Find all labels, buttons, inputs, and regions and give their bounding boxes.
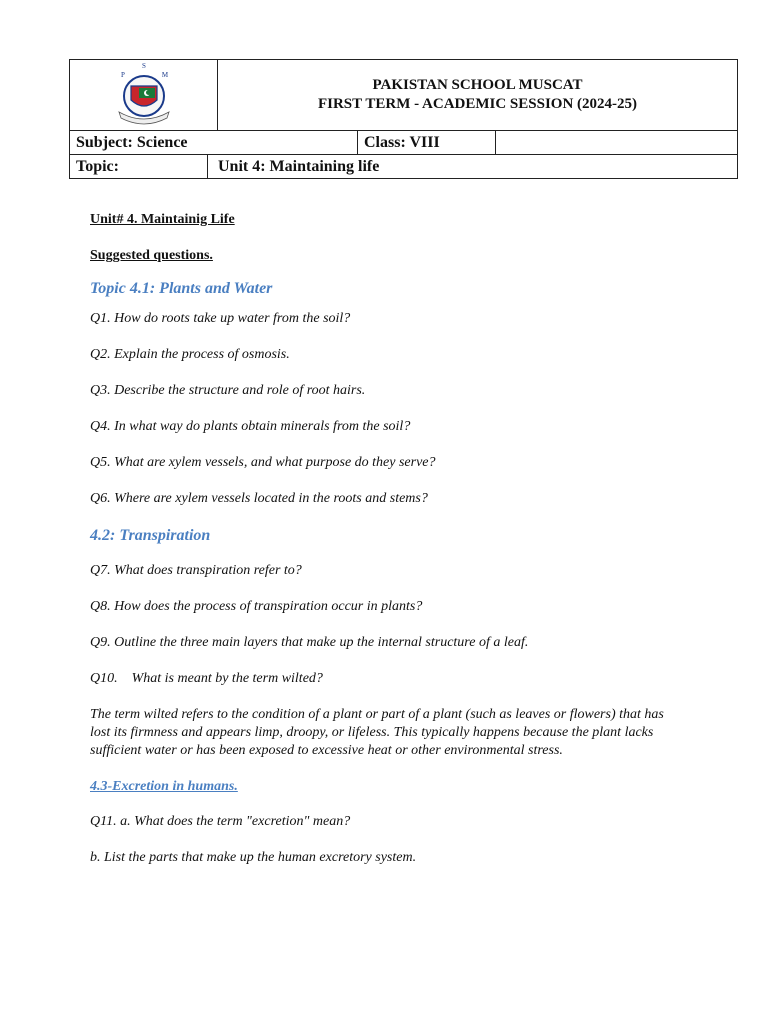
section-title: 4.2: Transpiration <box>90 527 211 544</box>
topic-value-cell: Unit 4: Maintaining life <box>208 155 738 179</box>
school-name: PAKISTAN SCHOOL MUSCAT <box>372 77 583 93</box>
question: b. List the parts that make up the human excretory system. <box>90 850 417 865</box>
class-cell: Class: VIII <box>358 131 496 155</box>
questions-content <box>90 212 680 867</box>
question: Q9. Outline the three main layers that make up the internal structure of a leaf. <box>90 635 529 650</box>
svg-text:M: M <box>161 71 168 79</box>
svg-text:S: S <box>141 62 146 70</box>
empty-cell <box>496 131 738 155</box>
question: Q10. What is meant by the term wilted? <box>90 671 323 686</box>
answer-paragraph: The term wilted refers to the condition of a plant or part of a plant (such as leaves or flowers) that has lost its firmness and appears limp, droopy, or lifeless. This typically happens because the plant lacks sufficient water or has been exposed to excessive heat or other environmental stress. <box>90 707 664 758</box>
topic-label-cell: Topic: <box>70 155 208 179</box>
question: Q3. Describe the structure and role of root hairs. <box>90 383 366 398</box>
question: Q2. Explain the process of osmosis. <box>90 347 290 362</box>
question: Q5. What are xylem vessels, and what purpose do they serve? <box>90 455 436 470</box>
question: Q1. How do roots take up water from the soil? <box>90 311 351 326</box>
unit-title: Unit# 4. Maintainig Life <box>90 212 235 227</box>
school-title-cell <box>218 60 738 131</box>
svg-text:P: P <box>120 71 125 79</box>
question: Q8. How does the process of transpiration occur in plants? <box>90 599 423 614</box>
header-table <box>69 59 738 179</box>
school-logo-icon <box>109 60 179 130</box>
term-title: FIRST TERM - ACADEMIC SESSION (2024-25) <box>317 96 638 112</box>
question: Q4. In what way do plants obtain minerals from the soil? <box>90 419 411 434</box>
suggested-heading: Suggested questions. <box>90 248 213 263</box>
question: Q7. What does transpiration refer to? <box>90 563 302 578</box>
question: Q6. Where are xylem vessels located in the roots and stems? <box>90 491 428 506</box>
section-title: Topic 4.1: Plants and Water <box>90 280 273 297</box>
logo-cell <box>70 60 218 131</box>
question: Q11. a. What does the term "excretion" mean? <box>90 814 351 829</box>
subject-cell: Subject: Science <box>70 131 358 155</box>
section-title: 4.3-Excretion in humans. <box>90 779 238 794</box>
